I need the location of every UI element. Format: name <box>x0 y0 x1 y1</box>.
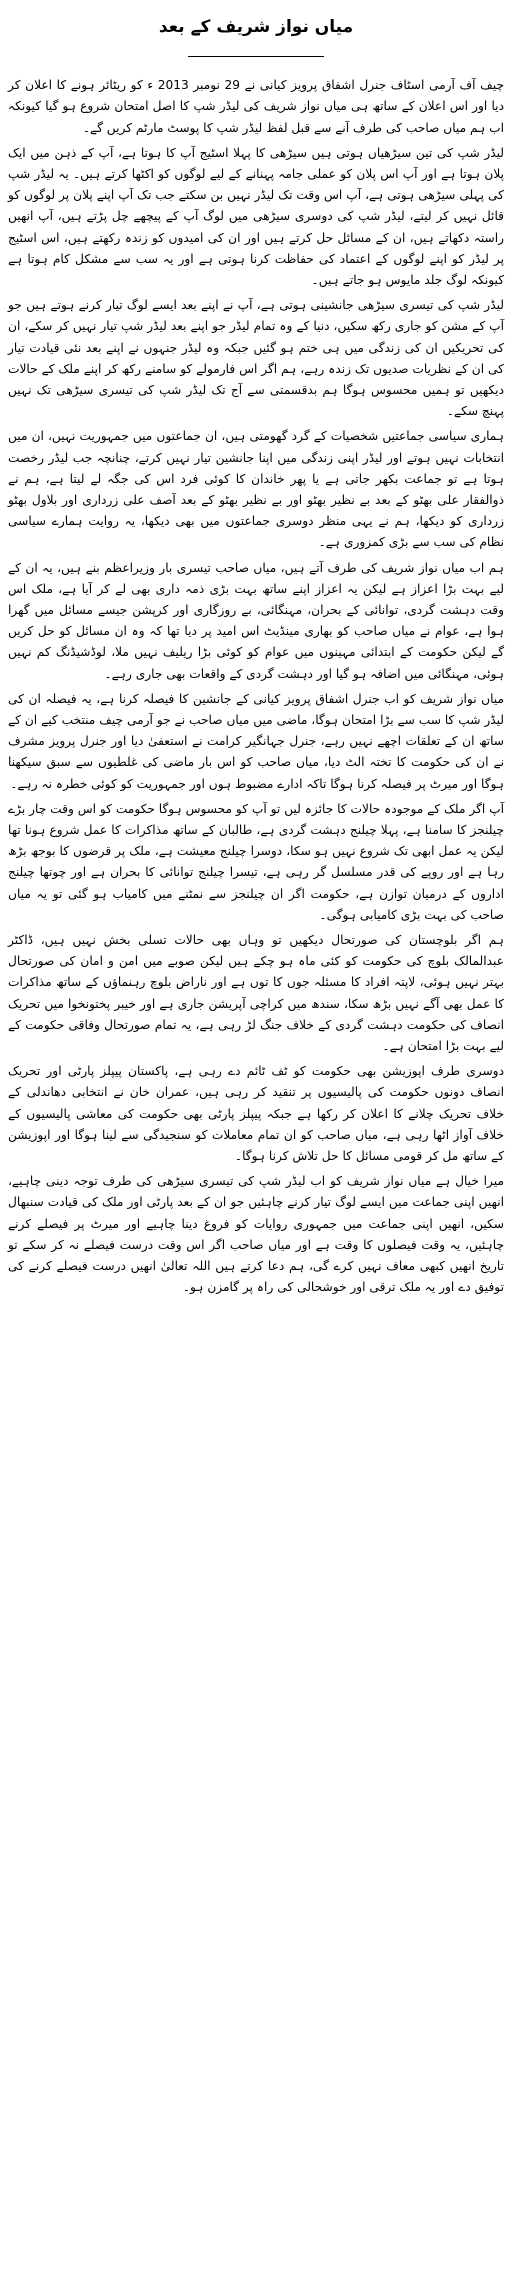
article-paragraph: ہم اگر بلوچستان کی صورتحال دیکھیں تو وہاں بھی حالات تسلی بخش نہیں ہیں، ڈاکٹر عبدالمالک بلوچ کی حکومت کو کئی ماہ ہو چکے ہیں لیکن صوبے میں امن و امان کی صورتحال بہتر نہیں ہوئی، لاپتہ افراد کا مسئلہ جوں کا توں ہے اور ناراض بلوچ رہنماؤں کے ساتھ مذاکرات کا عمل بھی آگے نہیں بڑھ سکا، سندھ میں کراچی آپریشن جاری ہے اور خیبر پختونخوا میں تحریک انصاف کی حکومت دہشت گردی کے خلاف جنگ لڑ رہی ہے، یہ تمام صورتحال وفاقی حکومت کے لیے بہت بڑا امتحان ہے۔ <box>8 933 504 1054</box>
article-paragraph: لیڈر شپ کی تین سیڑھیاں ہوتی ہیں سیڑھی کا پہلا اسٹیج آپ کا ہوتا ہے، آپ کے ذہن میں ایک پلان ہوتا ہے اور آپ اس پلان کو عملی جامہ پہنانے کے لیے لوگوں کو اکٹھا کرتے ہیں۔ یہ لیڈر شپ کی پہلی سیڑھی ہوتی ہے، آپ اس وقت تک لیڈر نہیں بن سکتے جب تک آپ اپنے پلان پر لوگوں کو قائل نہیں کر لیتے، لیڈر شپ کی دوسری سیڑھی میں لوگ آپ کے پیچھے چل پڑتے ہیں، آپ انھیں راستہ دکھاتے ہیں، ان کے مسائل حل کرتے ہیں اور ان کی امیدوں کو زندہ رکھتے ہیں، اس اسٹیج پر لیڈر کو اپنے لوگوں کے اعتماد کی حفاظت کرنا ہوتی ہے اور یہ سب سے مشکل کام ہوتا ہے کیونکہ لوگ جلد مایوس ہو جاتے ہیں۔ <box>8 145 504 287</box>
article-paragraph: میاں نواز شریف کو اب جنرل اشفاق پرویز کیانی کے جانشین کا فیصلہ کرنا ہے، یہ فیصلہ ان کی لیڈر شپ کا سب سے بڑا امتحان ہوگا، ماضی میں میاں صاحب نے جو آرمی چیف منتخب کیے ان کے ساتھ ان کے تعلقات اچھے نہیں رہے، جنرل جہانگیر کرامت نے استعفیٰ دیا اور جنرل پرویز مشرف نے ان کی حکومت کا تختہ الٹ دیا، میاں صاحب کو اس بار ماضی کی غلطیوں سے سبق سیکھنا ہوگا اور میرٹ پر فیصلہ کرنا ہوگا تاکہ ادارے مضبوط ہوں اور جمہوریت کو کوئی خطرہ نہ رہے۔ <box>8 691 504 791</box>
article-paragraph: چیف آف آرمی اسٹاف جنرل اشفاق پرویز کیانی نے 29 نومبر 2013 ء کو ریٹائر ہونے کا اعلان کر دیا اور اس اعلان کے ساتھ ہی میاں نواز شریف کی لیڈر شپ کا اصل امتحان شروع ہو گیا کیونکہ اب ہم میاں صاحب کی طرف آنے سے قبل لفظ لیڈر شپ کا پوسٹ مارٹم کریں گے۔ <box>8 78 504 135</box>
article-paragraph: دوسری طرف اپوزیشن بھی حکومت کو ٹف ٹائم دے رہی ہے، پاکستان پیپلز پارٹی اور تحریک انصاف دونوں حکومت کی پالیسیوں پر تنقید کر رہی ہیں، عمران خان نے انتخابی دھاندلی کے خلاف تحریک چلانے کا اعلان کر رکھا ہے جبکہ پیپلز پارٹی بھی حکومت کی معاشی پالیسیوں کے خلاف آواز اٹھا رہی ہے، میاں صاحب کو ان تمام معاملات کو سنجیدگی سے لینا ہوگا اور اپوزیشن کے ساتھ مل کر قومی مسائل کا حل تلاش کرنا ہوگا۔ <box>8 1064 504 1164</box>
article-paragraph: لیڈر شپ کی تیسری سیڑھی جانشینی ہوتی ہے، آپ نے اپنے بعد ایسے لوگ تیار کرنے ہوتے ہیں جو آپ کے مشن کو جاری رکھ سکیں، دنیا کے وہ تمام لیڈر جو اپنے بعد لیڈر شپ تیار نہیں کر سکے، ان کی تحریکیں ان کی زندگی میں ہی ختم ہو گئیں جبکہ وہ لیڈر جنہوں نے اپنے بعد نئی قیادت تیار کی ان کے نظریات صدیوں تک زندہ رہے، ہم اگر اس فارمولے کو سامنے رکھ کر اپنے ملک کے حالات دیکھیں تو ہمیں محسوس ہوگا ہم بدقسمتی سے آج تک لیڈر شپ کی تیسری سیڑھی تک نہیں پہنچ سکے۔ <box>8 298 504 419</box>
article-paragraph: ہم اب میاں نواز شریف کی طرف آتے ہیں، میاں صاحب تیسری بار وزیراعظم بنے ہیں، یہ ان کے لیے بہت بڑا اعزاز ہے لیکن یہ اعزاز اپنے ساتھ بہت بڑی ذمہ داری بھی لے کر آیا ہے، ملک اس وقت دہشت گردی، توانائی کے بحران، مہنگائی، بے روزگاری اور کرپشن جیسے مسائل میں گھرا ہوا ہے، عوام نے میاں صاحب کو بھاری مینڈیٹ اس امید پر دیا تھا کہ وہ ان مسائل کو حل کریں گے لیکن حکومت کے ابتدائی مہینوں میں عوام کو کوئی بڑا ریلیف نہیں ملا، لوڈشیڈنگ کم نہیں ہوئی، مہنگائی میں اضافہ ہو گیا اور دہشت گردی کے واقعات بھی جاری رہے۔ <box>8 560 504 681</box>
title-divider <box>188 56 324 57</box>
article-paragraph: آپ اگر ملک کے موجودہ حالات کا جائزہ لیں تو آپ کو محسوس ہوگا حکومت کو اس وقت چار بڑے چیلنجز کا سامنا ہے، پہلا چیلنج دہشت گردی ہے، طالبان کے ساتھ مذاکرات کا عمل شروع ہونا تھا لیکن یہ عمل ابھی تک شروع نہیں ہو سکا، دوسرا چیلنج معیشت ہے، ملک پر قرضوں کا بوجھ بڑھ رہا ہے اور روپے کی قدر مسلسل گر رہی ہے، تیسرا چیلنج توانائی کا بحران ہے اور چوتھا چیلنج اداروں کے درمیان توازن ہے، حکومت اگر ان چیلنجز سے نمٹنے میں کامیاب ہو گئی تو یہ میاں صاحب کی بہت بڑی کامیابی ہوگی۔ <box>8 801 504 922</box>
article-body <box>8 75 504 1298</box>
article-title: میاں نواز شریف کے بعد <box>158 17 354 37</box>
article-paragraph: ہماری سیاسی جماعتیں شخصیات کے گرد گھومتی ہیں، ان جماعتوں میں جمہوریت نہیں، ان میں انتخابات نہیں ہوتے اور لیڈر اپنی زندگی میں اپنا جانشین تیار نہیں کرتے، چنانچہ جب لیڈر رخصت ہوتا ہے تو جماعت بکھر جاتی ہے یا پھر خاندان کا کوئی فرد اس کی جگہ لے لیتا ہے، ہم نے ذوالفقار علی بھٹو کے بعد بے نظیر بھٹو اور بے نظیر بھٹو کے بعد آصف علی زرداری اور بلاول بھٹو زرداری کو دیکھا، ہم نے یہی منظر دوسری جماعتوں میں بھی دیکھا، یہ روایت ہمارے سیاسی نظام کی سب سے بڑی کمزوری ہے۔ <box>8 429 504 550</box>
article-paragraph: میرا خیال ہے میاں نواز شریف کو اب لیڈر شپ کی تیسری سیڑھی کی طرف توجہ دینی چاہیے، انھیں اپنی جماعت میں ایسے لوگ تیار کرنے چاہئیں جو ان کے بعد پارٹی اور ملک کی قیادت سنبھال سکیں، انھیں اپنی جماعت میں جمہوری روایات کو فروغ دینا چاہیے اور میرٹ پر فیصلے کرنے چاہئیں، یہ وقت فیصلوں کا وقت ہے اور میاں صاحب اگر اس وقت درست فیصلے نہ کر سکے تو تاریخ انھیں کبھی معاف نہیں کرے گی، ہم دعا کرتے ہیں اللہ تعالیٰ انھیں درست فیصلے کرنے کی توفیق دے اور یہ ملک ترقی اور خوشحالی کی راہ پر گامزن ہو۔ <box>8 1174 504 1295</box>
